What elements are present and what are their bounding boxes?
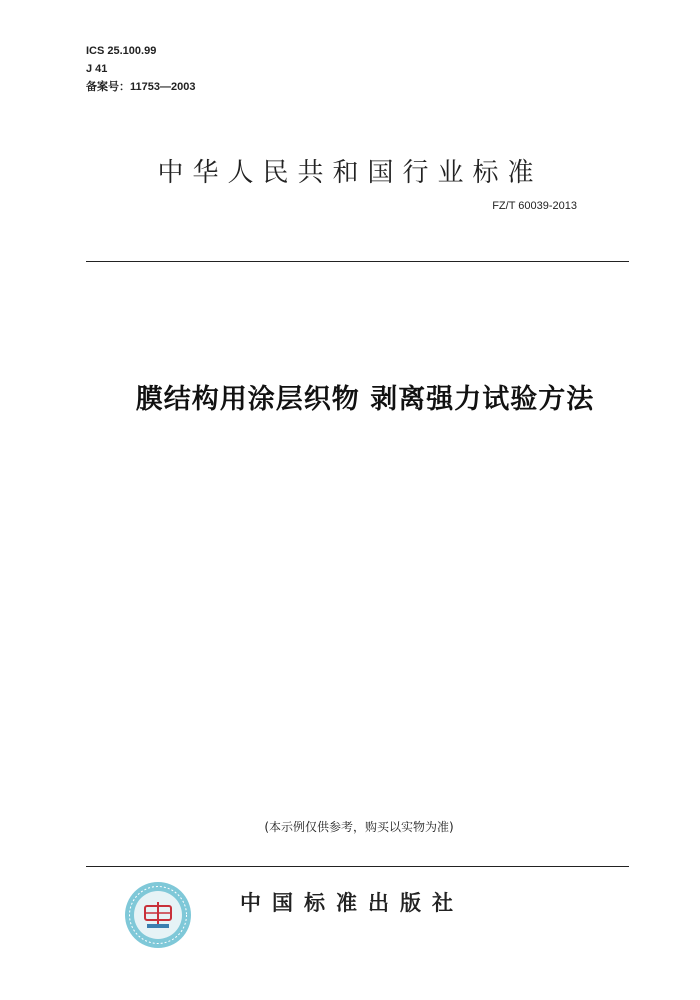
standard-code: FZ/T 60039-2013 [492, 200, 577, 212]
ics-code: ICS 25.100.99 [86, 45, 157, 57]
classification-code: J 41 [86, 63, 108, 75]
top-divider [86, 261, 629, 262]
bottom-divider [86, 866, 629, 867]
publisher-name: 中国标准出版社 [240, 891, 464, 915]
document-title: 膜结构用涂层织物 剥离强力试验方法 [135, 384, 595, 415]
sample-note: (本示例仅供参考，购买以实物为准) [264, 820, 454, 834]
standard-type-title: 中华人民共和国行业标准 [157, 158, 543, 188]
header-meta [86, 42, 195, 96]
publisher-seal-logo-icon [123, 880, 193, 950]
record-number: 备案号：11753—2003 [86, 81, 196, 93]
